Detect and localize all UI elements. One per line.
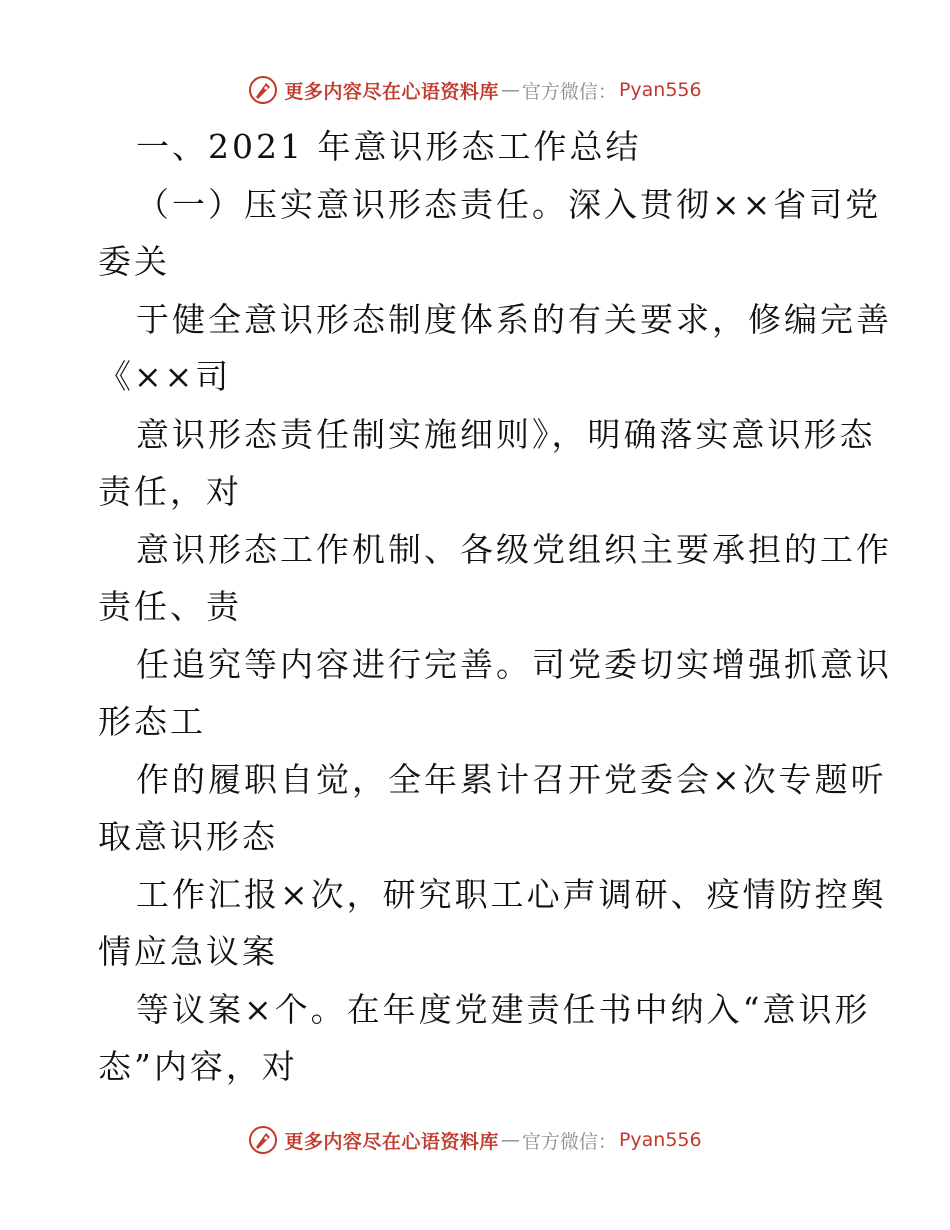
text-line: 于健全意识形态制度体系的有关要求，修编完善 [136, 299, 892, 339]
banner-wechat-label: 官方微信： [521, 1130, 617, 1153]
text-line: 责任、责 [98, 587, 242, 626]
banner-wechat-id: Pyan556 [618, 1129, 702, 1151]
text-line: 工作汇报×次，研究职工心声调研、疫情防控舆 [136, 874, 887, 914]
document-body [98, 118, 892, 1096]
text-line: 情应急议案 [98, 932, 278, 971]
text-line: 意识形态工作机制、各级党组织主要承担的工作 [136, 529, 892, 569]
text-line: （一）压实意识形态责任。深入贯彻××省司党 [136, 184, 882, 224]
banner-dash: — [500, 79, 520, 101]
text-line: 取意识形态 [98, 817, 278, 856]
banner-brand: 更多内容尽在心语资料库 [284, 1130, 499, 1153]
text-line: 一、2021 年意识形态工作总结 [136, 127, 642, 166]
pen-nib-logo-icon [248, 1125, 278, 1155]
text-line: 作的履职自觉，全年累计召开党委会×次专题听 [136, 759, 887, 799]
text-line: 形态工 [98, 702, 206, 741]
text-line: 态”内容，对 [98, 1047, 298, 1086]
pen-nib-logo-icon [248, 75, 278, 105]
banner-brand: 更多内容尽在心语资料库 [284, 80, 499, 103]
text-line: 任追究等内容进行完善。司党委切实增强抓意识 [136, 644, 892, 684]
header-banner [0, 72, 950, 108]
footer-banner [0, 1122, 950, 1158]
text-line: 意识形态责任制实施细则》，明确落实意识形态 [136, 414, 876, 454]
text-line: 《××司 [98, 357, 232, 396]
banner-wechat-id: Pyan556 [618, 79, 702, 101]
banner-dash: — [500, 1129, 520, 1151]
text-line: 委关 [98, 242, 170, 281]
text-line: 等议案×个。在年度党建责任书中纳入“意识形 [136, 989, 871, 1029]
text-line: 责任，对 [98, 472, 242, 511]
banner-wechat-label: 官方微信： [521, 80, 617, 103]
